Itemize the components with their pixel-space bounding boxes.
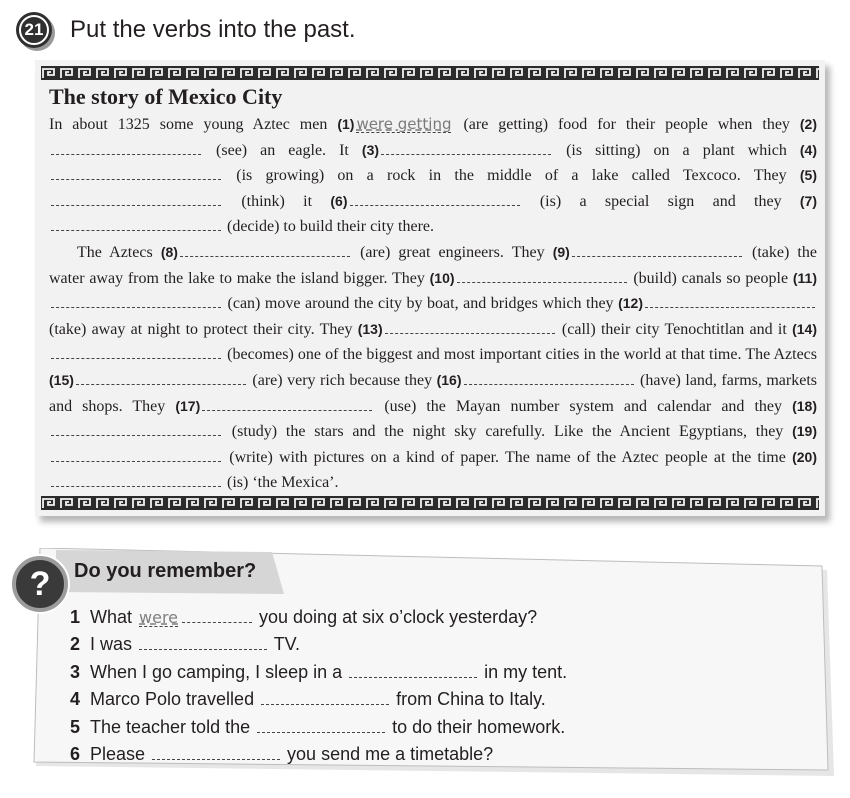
- text-fragment: you send me a timetable?: [282, 743, 494, 764]
- answer-blank[interactable]: [257, 715, 385, 733]
- answer-blank[interactable]: [51, 470, 221, 487]
- answer-blank[interactable]: [51, 291, 221, 308]
- question-number: 1: [70, 607, 81, 627]
- exercise-header: [16, 12, 356, 48]
- gap-number: (11): [792, 269, 817, 286]
- gap-number: (17): [175, 397, 201, 414]
- gap-number: (13): [357, 320, 383, 337]
- story-box: [35, 60, 825, 516]
- remember-question-item: [70, 631, 567, 658]
- text-fragment: (see) an eagle. It: [203, 141, 362, 159]
- answer-blank[interactable]: [152, 742, 280, 760]
- answer-blank[interactable]: [180, 240, 350, 257]
- answer-blank-filled[interactable]: were getting: [356, 115, 452, 133]
- gap-number: (1): [337, 116, 355, 132]
- answer-blank[interactable]: [139, 632, 267, 650]
- text-fragment: TV.: [269, 634, 301, 655]
- gap-number: (4): [799, 141, 817, 158]
- question-number: 2: [70, 634, 81, 655]
- text-fragment: In about 1325 some young Aztec men: [49, 116, 338, 133]
- exercise-number-badge: [16, 12, 52, 48]
- gap-number: (5): [799, 167, 817, 184]
- answer-blank[interactable]: [202, 394, 372, 411]
- greek-key-border-bottom: [41, 496, 819, 510]
- text-fragment: (study) the stars and the night sky carefully. Like the Ancient Egyptians, they: [223, 423, 793, 441]
- text-fragment: (think) it: [223, 192, 331, 210]
- answer-blank[interactable]: [51, 445, 221, 462]
- answer-blank[interactable]: [261, 687, 389, 705]
- text-fragment: (are getting) food for their people when they: [453, 116, 800, 133]
- gap-number: (8): [160, 243, 178, 260]
- exercise-instruction: Put the verbs into the past.: [70, 16, 356, 43]
- question-number: 4: [70, 689, 81, 710]
- text-fragment: (build) canals so people: [628, 269, 793, 287]
- exercise-number: 21: [19, 15, 49, 45]
- question-mark-icon: ?: [12, 556, 68, 612]
- gap-number: (19): [792, 423, 817, 440]
- answer-blank-filled[interactable]: were: [139, 608, 179, 627]
- text-fragment: in my tent.: [479, 661, 568, 682]
- text-fragment: The Aztecs: [77, 243, 161, 261]
- gap-number: (10): [429, 269, 455, 286]
- answer-blank[interactable]: [76, 368, 246, 385]
- gap-number: (2): [799, 116, 817, 132]
- text-fragment: (are) very rich because they: [247, 371, 437, 389]
- answer-blank[interactable]: [51, 214, 221, 231]
- text-fragment: (write) with pictures on a kind of paper. The name of the Aztec people at the time: [223, 448, 793, 466]
- answer-blank[interactable]: [349, 660, 477, 678]
- story-text: [49, 112, 817, 496]
- answer-blank[interactable]: [381, 138, 551, 155]
- text-fragment: (is) a special sign and they: [521, 192, 800, 210]
- remember-box: [22, 548, 834, 778]
- text-fragment: (can) move around the city by boat, and bridges which they: [223, 295, 619, 313]
- text-fragment: Marco Polo travelled: [90, 689, 260, 710]
- answer-blank[interactable]: [51, 189, 221, 206]
- text-fragment: (is) ‘the Mexica’.: [223, 474, 339, 492]
- gap-number: (16): [436, 371, 462, 388]
- remember-question-item: [70, 686, 567, 713]
- answer-blank[interactable]: [457, 266, 627, 283]
- story-title: The story of Mexico City: [49, 84, 283, 109]
- answer-blank[interactable]: [182, 605, 252, 623]
- answer-blank[interactable]: [464, 368, 634, 385]
- answer-blank[interactable]: [385, 317, 555, 334]
- text-fragment: I was: [90, 634, 138, 655]
- text-fragment: from China to Italy.: [391, 689, 546, 710]
- answer-blank[interactable]: [51, 138, 201, 155]
- answer-blank[interactable]: [51, 342, 221, 359]
- gap-number: (20): [792, 448, 817, 465]
- remember-question-item: [70, 604, 567, 631]
- text-fragment: When I go camping, I sleep in a: [90, 661, 348, 682]
- answer-blank[interactable]: [51, 163, 221, 180]
- gap-number: (18): [792, 397, 818, 414]
- text-fragment: (take) away at night to protect their city. They: [49, 320, 358, 338]
- text-fragment: (becomes) one of the biggest and most important cities in the world at that time. The Aztecs: [223, 346, 817, 364]
- remember-question-item: [70, 741, 567, 768]
- gap-number: (12): [618, 295, 643, 312]
- text-fragment: you doing at six o’clock yesterday?: [254, 607, 538, 627]
- story-paragraph-2: [49, 240, 817, 496]
- text-fragment: (use) the Mayan number system and calendar and they: [374, 397, 793, 415]
- text-fragment: to do their homework.: [387, 716, 566, 737]
- story-paragraph-1: [49, 112, 817, 240]
- remember-question-list: [70, 604, 567, 768]
- remember-title: Do you remember?: [74, 560, 257, 582]
- gap-number: (9): [552, 243, 570, 260]
- greek-key-border-top: [41, 66, 819, 80]
- text-fragment: (is growing) on a rock in the middle of a lake called Texcoco. They: [223, 167, 800, 185]
- answer-blank[interactable]: [572, 240, 742, 257]
- answer-blank[interactable]: [350, 189, 520, 206]
- question-number: 5: [70, 716, 81, 737]
- text-fragment: (decide) to build their city there.: [223, 218, 435, 236]
- gap-number: (7): [799, 192, 818, 209]
- answer-blank[interactable]: [51, 419, 221, 436]
- text-fragment: (have) land, farms, markets and shops. They: [49, 371, 818, 415]
- gap-number: (15): [49, 371, 74, 388]
- text-fragment: (is sitting) on a plant which: [553, 141, 800, 159]
- gap-number: (3): [361, 141, 380, 158]
- gap-number: (14): [792, 320, 817, 337]
- remember-question-item: [70, 659, 567, 686]
- text-fragment: Please: [90, 743, 151, 764]
- text-fragment: (are) great engineers. They: [351, 243, 553, 261]
- text-fragment: (call) their city Tenochtitlan and it: [556, 320, 793, 338]
- answer-blank[interactable]: [645, 291, 815, 308]
- remember-question-item: [70, 714, 567, 741]
- text-fragment: What: [90, 607, 138, 627]
- question-number: 3: [70, 661, 81, 682]
- question-number: 6: [70, 743, 81, 764]
- text-fragment: The teacher told the: [90, 716, 256, 737]
- gap-number: (6): [330, 192, 348, 209]
- text-fragment: (take) the water away from the lake to make the island bigger. They: [49, 243, 817, 287]
